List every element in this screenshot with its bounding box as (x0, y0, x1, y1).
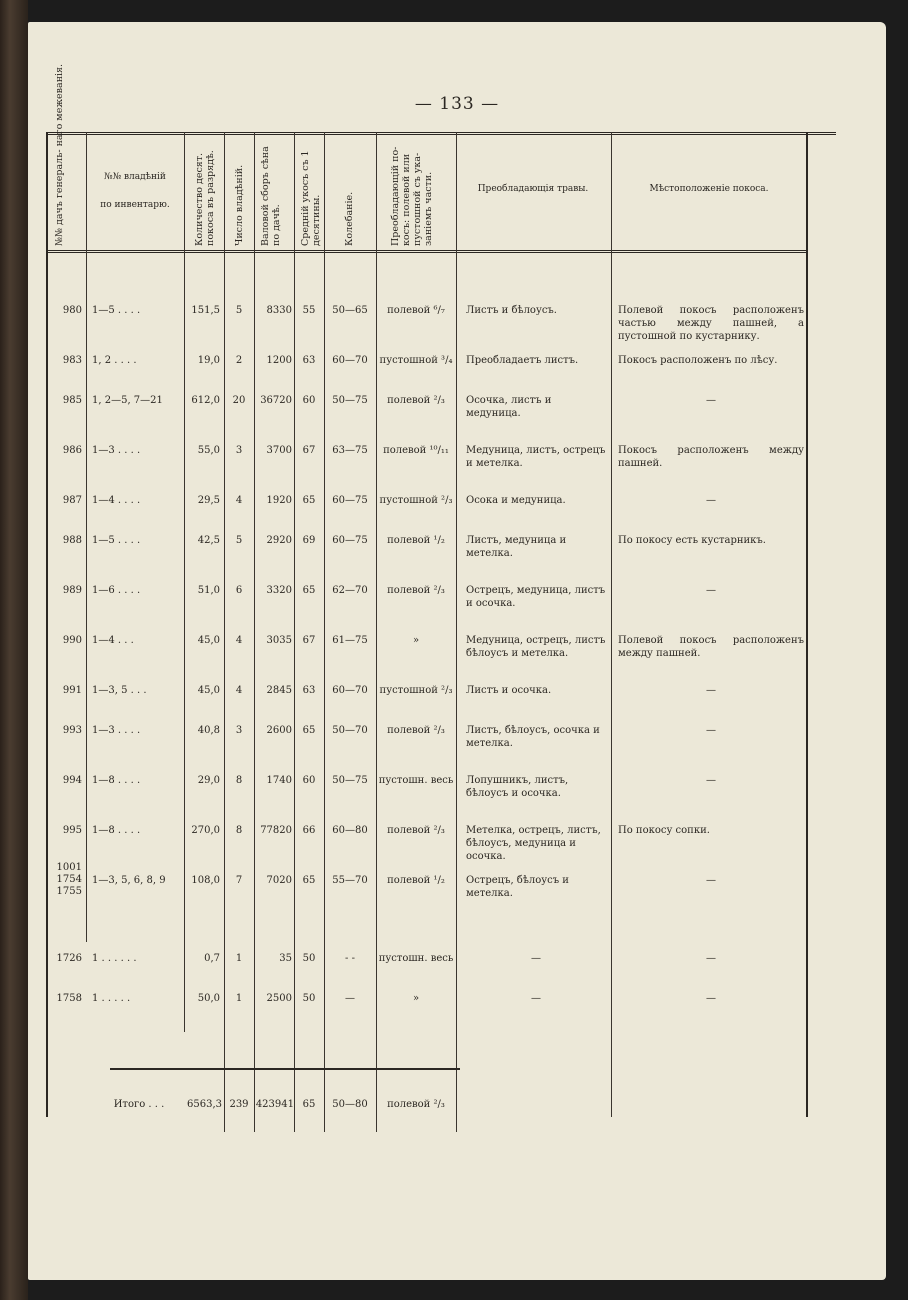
cell-pokos: пустошн. весь (378, 775, 454, 786)
cell-travy: Осочка, листъ и медуница. (466, 395, 552, 419)
cell-vlad: 1—3 . . . . (92, 445, 141, 456)
cell-des: 45,0 (197, 635, 220, 646)
cell-sbor: 35 (279, 953, 292, 964)
cell-sbor: 1200 (266, 355, 292, 366)
column-rule (376, 132, 377, 1132)
cell-mesto: — (706, 875, 716, 886)
column-rule (611, 132, 612, 1117)
cell-pokos: полевой ²/₃ (387, 825, 445, 836)
cell-koleb: 62—70 (332, 585, 368, 596)
cell-pokos: пустошной ³/₄ (379, 355, 453, 366)
cell-des: 50,0 (197, 993, 220, 1004)
header-chislo: Число владѣній. (234, 164, 245, 246)
table-top-rule (46, 132, 836, 135)
cell-koleb: 50—65 (332, 305, 368, 316)
cell-dacha: 1001 1754 1755 (56, 862, 82, 897)
cell-travy: Листъ, бѣлоусъ, осочка и метелка. (466, 725, 600, 749)
cell-dacha: 987 (62, 495, 82, 506)
total-koleb: 50—80 (332, 1099, 368, 1110)
cell-vlad: 1—3, 5, 6, 8, 9 (92, 875, 166, 886)
cell-dacha: 994 (62, 775, 82, 786)
cell-ukos: 50 (302, 993, 316, 1004)
total-chislo: 239 (229, 1099, 249, 1110)
cell-ukos: 65 (302, 585, 316, 596)
cell-vlad: 1—6 . . . . (92, 585, 141, 596)
cell-pokos: полевой ²/₃ (387, 725, 445, 736)
cell-vlad: 1—5 . . . . (92, 305, 141, 316)
cell-vlad: 1, 2—5, 7—21 (92, 395, 163, 406)
cell-sbor: 3700 (266, 445, 292, 456)
cell-travy: Острецъ, медуница, листъ и осочка. (466, 585, 606, 609)
cell-koleb: 50—75 (332, 395, 368, 406)
cell-pokos: полевой ¹⁰/₁₁ (383, 445, 449, 456)
cell-sbor: 36720 (260, 395, 292, 406)
cell-pokos: полевой ²/₃ (387, 585, 445, 596)
total-pokos: полевой ²/₃ (387, 1099, 445, 1110)
cell-pokos: полевой ²/₃ (387, 395, 445, 406)
cell-koleb: 60—70 (332, 685, 368, 696)
cell-travy: Метелка, острецъ, листъ, бѣлоусъ, медуница и осочка. (466, 825, 601, 862)
cell-des: 108,0 (191, 875, 220, 886)
cell-dacha: 985 (62, 395, 82, 406)
cell-dacha: 991 (62, 685, 82, 696)
cell-vlad: 1—4 . . . . (92, 495, 141, 506)
header-bottom-rule (46, 250, 806, 253)
cell-vlad: 1 . . . . . . (92, 953, 137, 964)
cell-chislo: 7 (235, 875, 243, 886)
cell-ukos: 63 (302, 685, 316, 696)
cell-vlad: 1 . . . . . (92, 993, 131, 1004)
column-rule (254, 132, 255, 1132)
book-spine (0, 0, 28, 1300)
cell-sbor: 3035 (266, 635, 292, 646)
cell-sbor: 2920 (266, 535, 292, 546)
cell-pokos: » (412, 635, 420, 646)
total-sbor: 423941 (255, 1099, 294, 1110)
header-valovoi: Валовой сборъ сѣна по дачѣ. (260, 146, 282, 246)
cell-chislo: 2 (235, 355, 243, 366)
cell-mesto: По покосу есть кустарникъ. (618, 535, 766, 546)
cell-chislo: 5 (235, 535, 243, 546)
cell-des: 40,8 (197, 725, 220, 736)
cell-chislo: 20 (232, 395, 246, 406)
cell-travy: Преобладаетъ листъ. (466, 355, 579, 366)
column-rule (86, 132, 87, 942)
cell-des: 0,7 (204, 953, 220, 964)
cell-vlad: 1—3, 5 . . . (92, 685, 147, 696)
header-kolichestvo: Количество десят. покоса въ разрядѣ. (194, 150, 216, 246)
column-rule (456, 132, 457, 1132)
cell-travy: Медуница, листъ, острецъ и метелка. (466, 445, 606, 469)
cell-vlad: 1—8 . . . . (92, 825, 141, 836)
cell-ukos: 63 (302, 355, 316, 366)
cell-travy: Листъ, медуница и метелка. (466, 535, 567, 559)
cell-travy: Острецъ, бѣлоусъ и метелка. (466, 875, 569, 899)
cell-des: 42,5 (197, 535, 220, 546)
cell-chislo: 6 (235, 585, 243, 596)
cell-des: 55,0 (197, 445, 220, 456)
cell-koleb: 60—75 (332, 495, 368, 506)
cell-koleb: 63—75 (332, 445, 368, 456)
cell-chislo: 5 (235, 305, 243, 316)
cell-sbor: 8330 (266, 305, 292, 316)
page-number: — 133 — (414, 94, 500, 114)
cell-ukos: 67 (302, 635, 316, 646)
cell-ukos: 65 (302, 495, 316, 506)
total-des: 6563,3 (187, 1099, 222, 1110)
cell-travy: — (531, 993, 541, 1004)
cell-dacha: 980 (62, 305, 82, 316)
cell-chislo: 4 (235, 685, 243, 696)
cell-chislo: 4 (235, 495, 243, 506)
cell-mesto: Полевой покосъ расположенъ между пашней. (618, 635, 804, 659)
cell-pokos: полевой ¹/₂ (387, 875, 445, 886)
cell-sbor: 7020 (266, 875, 292, 886)
cell-mesto: Покосъ расположенъ между пашней. (618, 445, 804, 469)
cell-dacha: 990 (62, 635, 82, 646)
cell-travy: Листъ и бѣлоусъ. (466, 305, 557, 316)
cell-dacha: 983 (62, 355, 82, 366)
cell-vlad: 1, 2 . . . . (92, 355, 137, 366)
document-page (28, 22, 886, 1280)
cell-pokos: полевой ¹/₂ (387, 535, 445, 546)
cell-sbor: 1740 (266, 775, 292, 786)
cell-vlad: 1—8 . . . . (92, 775, 141, 786)
cell-travy: — (531, 953, 541, 964)
cell-des: 19,0 (197, 355, 220, 366)
column-rule (324, 132, 325, 1132)
cell-dacha: 1758 (56, 993, 82, 1004)
cell-vlad: 1—3 . . . . (92, 725, 141, 736)
cell-ukos: 65 (302, 875, 316, 886)
cell-chislo: 3 (235, 445, 243, 456)
cell-koleb: 60—80 (332, 825, 368, 836)
cell-koleb: - - (345, 953, 355, 964)
cell-sbor: 3320 (266, 585, 292, 596)
column-rule (184, 132, 185, 1032)
table-right-border (806, 132, 808, 1117)
cell-sbor: 1920 (266, 495, 292, 506)
cell-koleb: 60—70 (332, 355, 368, 366)
cell-travy: Осока и медуница. (466, 495, 566, 506)
cell-chislo: 1 (235, 993, 243, 1004)
cell-chislo: 1 (235, 953, 243, 964)
cell-ukos: 60 (302, 775, 316, 786)
cell-koleb: 55—70 (332, 875, 368, 886)
header-kolebanie: Колебаніе. (344, 191, 355, 246)
cell-dacha: 989 (62, 585, 82, 596)
cell-ukos: 60 (302, 395, 316, 406)
cell-mesto: По покосу сопки. (618, 825, 710, 836)
cell-koleb: 50—70 (332, 725, 368, 736)
cell-mesto: — (706, 495, 716, 506)
header-dacha: №№ дачъ генераль- наго межеванія. (54, 63, 65, 246)
header-vladenie-2: по инвентарю. (100, 200, 170, 210)
header-vladenie-1: №№ владѣній (104, 172, 166, 182)
column-rule (294, 132, 295, 1132)
cell-dacha: 995 (62, 825, 82, 836)
cell-des: 29,5 (197, 495, 220, 506)
cell-chislo: 3 (235, 725, 243, 736)
cell-des: 612,0 (191, 395, 220, 406)
cell-sbor: 2845 (266, 685, 292, 696)
cell-mesto: Полевой покосъ расположенъ частью между пашней, а пустошной по кустарнику. (618, 305, 804, 342)
cell-sbor: 77820 (260, 825, 292, 836)
cell-ukos: 55 (302, 305, 316, 316)
cell-des: 270,0 (191, 825, 220, 836)
cell-sbor: 2500 (266, 993, 292, 1004)
cell-ukos: 50 (302, 953, 316, 964)
cell-mesto: — (706, 585, 716, 596)
header-mesto: Мѣстоположеніе покоса. (649, 184, 769, 194)
header-travy: Преобладающія травы. (477, 184, 589, 194)
cell-vlad: 1—4 . . . (92, 635, 134, 646)
total-label: Итого . . . (113, 1099, 165, 1110)
cell-dacha: 993 (62, 725, 82, 736)
cell-mesto: — (706, 953, 716, 964)
cell-ukos: 67 (302, 445, 316, 456)
cell-pokos: полевой ⁶/₇ (387, 305, 445, 316)
cell-des: 51,0 (197, 585, 220, 596)
cell-ukos: 66 (302, 825, 316, 836)
total-ukos: 65 (302, 1099, 316, 1110)
cell-mesto: — (706, 685, 716, 696)
cell-pokos: пустошной ²/₃ (379, 685, 453, 696)
cell-mesto: — (706, 395, 716, 406)
cell-travy: Лопушникъ, листъ, бѣлоусъ и осочка. (466, 775, 569, 799)
cell-dacha: 986 (62, 445, 82, 456)
cell-pokos: пустошн. весь (378, 953, 454, 964)
cell-koleb: 50—75 (332, 775, 368, 786)
cell-mesto: Покосъ расположенъ по лѣсу. (618, 355, 778, 366)
cell-pokos: » (412, 993, 420, 1004)
total-rule (110, 1068, 460, 1070)
cell-koleb: — (345, 993, 355, 1004)
cell-travy: Медуница, острецъ, листъ бѣлоусъ и метелка. (466, 635, 606, 659)
column-rule (224, 132, 225, 1132)
cell-dacha: 1726 (56, 953, 82, 964)
cell-des: 151,5 (191, 305, 220, 316)
cell-des: 29,0 (197, 775, 220, 786)
cell-travy: Листъ и осочка. (466, 685, 552, 696)
cell-chislo: 4 (235, 635, 243, 646)
cell-koleb: 61—75 (332, 635, 368, 646)
cell-chislo: 8 (235, 775, 243, 786)
cell-ukos: 65 (302, 725, 316, 736)
table-left-border (46, 132, 48, 1117)
cell-mesto: — (706, 725, 716, 736)
cell-mesto: — (706, 775, 716, 786)
cell-koleb: 60—75 (332, 535, 368, 546)
cell-pokos: пустошной ²/₃ (379, 495, 453, 506)
cell-vlad: 1—5 . . . . (92, 535, 141, 546)
header-preobl-pokos: Преобладающій по- косъ: полевой или пустошной съ ука- заніемъ части. (390, 146, 434, 246)
cell-dacha: 988 (62, 535, 82, 546)
cell-mesto: — (706, 993, 716, 1004)
cell-ukos: 69 (302, 535, 316, 546)
cell-des: 45,0 (197, 685, 220, 696)
cell-chislo: 8 (235, 825, 243, 836)
header-sredniy: Средній укосъ съ 1 десятины. (300, 150, 322, 246)
cell-sbor: 2600 (266, 725, 292, 736)
